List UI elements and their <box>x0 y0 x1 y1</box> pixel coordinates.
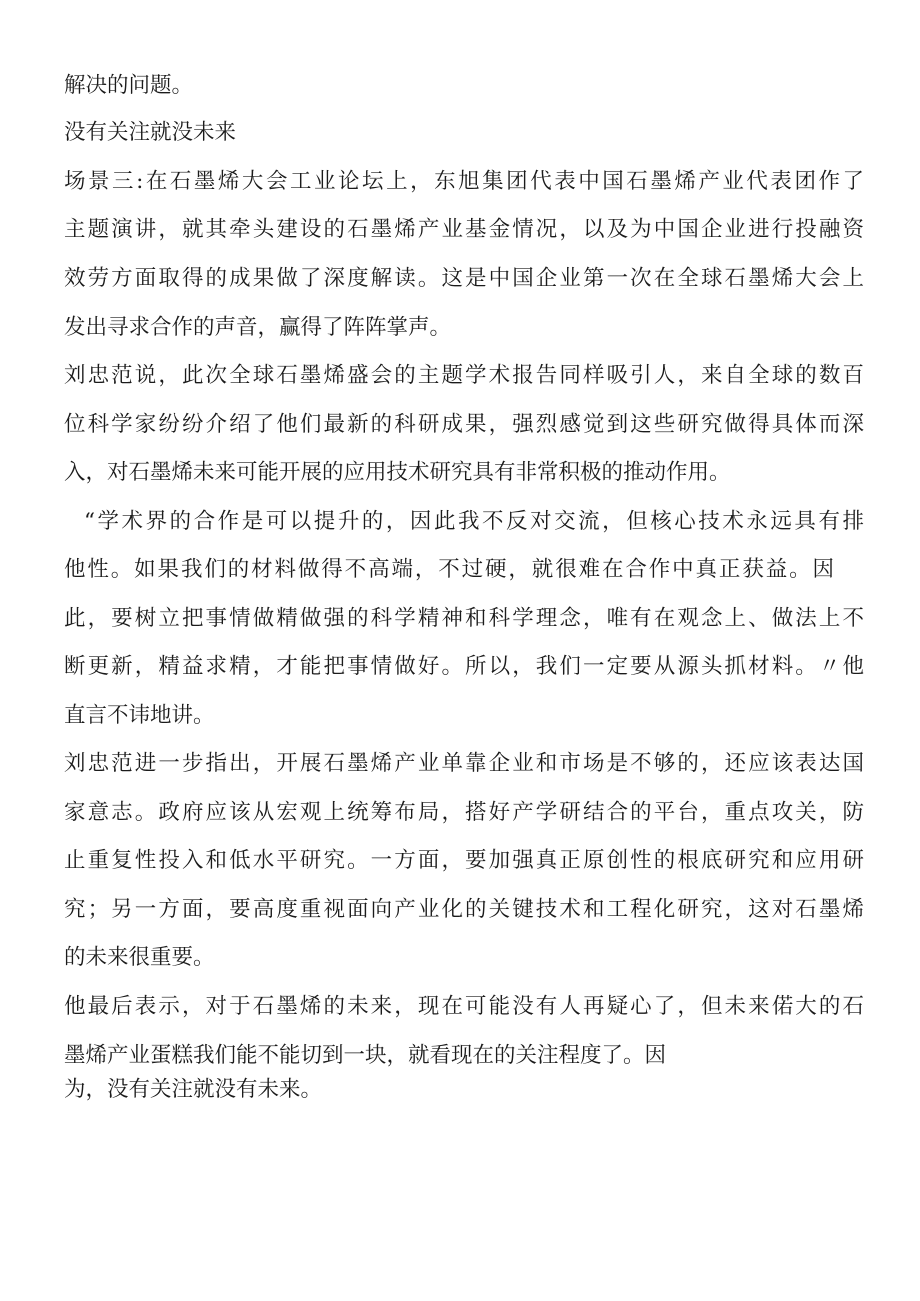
text-line: 止重复性投入和低水平研究。一方面，要加强真正原创性的根底研究和应用研 <box>64 848 864 873</box>
text-line: 场景三:在石墨烯大会工业论坛上，东旭集团代表中国石墨烯产业代表团作了 <box>64 169 864 194</box>
text-line: 直言不讳地讲。 <box>64 703 215 728</box>
text-line: 墨烯产业蛋糕我们能不能切到一块，就看现在的关注程度了。因 <box>64 1043 667 1068</box>
text-line: 为，没有关注就没有未来。 <box>64 1077 323 1102</box>
text-line: 发出寻求合作的声音，赢得了阵阵掌声。 <box>64 315 452 340</box>
text-line: 刘忠范说，此次全球石墨烯盛会的主题学术报告同样吸引人，来自全球的数百 <box>64 363 864 388</box>
text-line: 位科学家纷纷介绍了他们最新的科研成果，强烈感觉到这些研究做得具体而深 <box>64 412 864 437</box>
text-line: 断更新，精益求精，才能把事情做好。所以，我们一定要从源头抓材料。〃他 <box>64 654 864 679</box>
text-line: 此，要树立把事情做精做强的科学精神和科学理念，唯有在观念上、做法上不 <box>64 606 864 631</box>
text-line: 他性。如果我们的材料做得不高端，不过硬，就很难在合作中真正获益。因 <box>64 557 834 582</box>
text-line: 入，对石墨烯未来可能开展的应用技术研究具有非常积极的推动作用。 <box>64 460 731 485</box>
section-heading: 没有关注就没未来 <box>64 120 237 145</box>
text-line: 解决的问题。 <box>64 73 194 98</box>
text-line: 他最后表示，对于石墨烯的未来，现在可能没有人再疑心了，但未来偌大的石 <box>64 994 864 1019</box>
text-line: 家意志。政府应该从宏观上统筹布局，搭好产学研结合的平台，重点攻关，防 <box>64 800 864 825</box>
text-line: “学术界的合作是可以提升的，因此我不反对交流，但核心技术永远具有排 <box>84 509 864 534</box>
text-line: 效劳方面取得的成果做了深度解读。这是中国企业第一次在全球石墨烯大会上 <box>64 266 864 291</box>
text-line: 主题演讲，就其牵头建设的石墨烯产业基金情况，以及为中国企业进行投融资 <box>64 217 864 242</box>
text-line: 刘忠范进一步指出，开展石墨烯产业单靠企业和市场是不够的，还应该表达国 <box>64 751 864 776</box>
text-line: 的未来很重要。 <box>64 945 215 970</box>
text-line: 究；另一方面，要高度重视面向产业化的关键技术和工程化研究，这对石墨烯 <box>64 897 864 922</box>
